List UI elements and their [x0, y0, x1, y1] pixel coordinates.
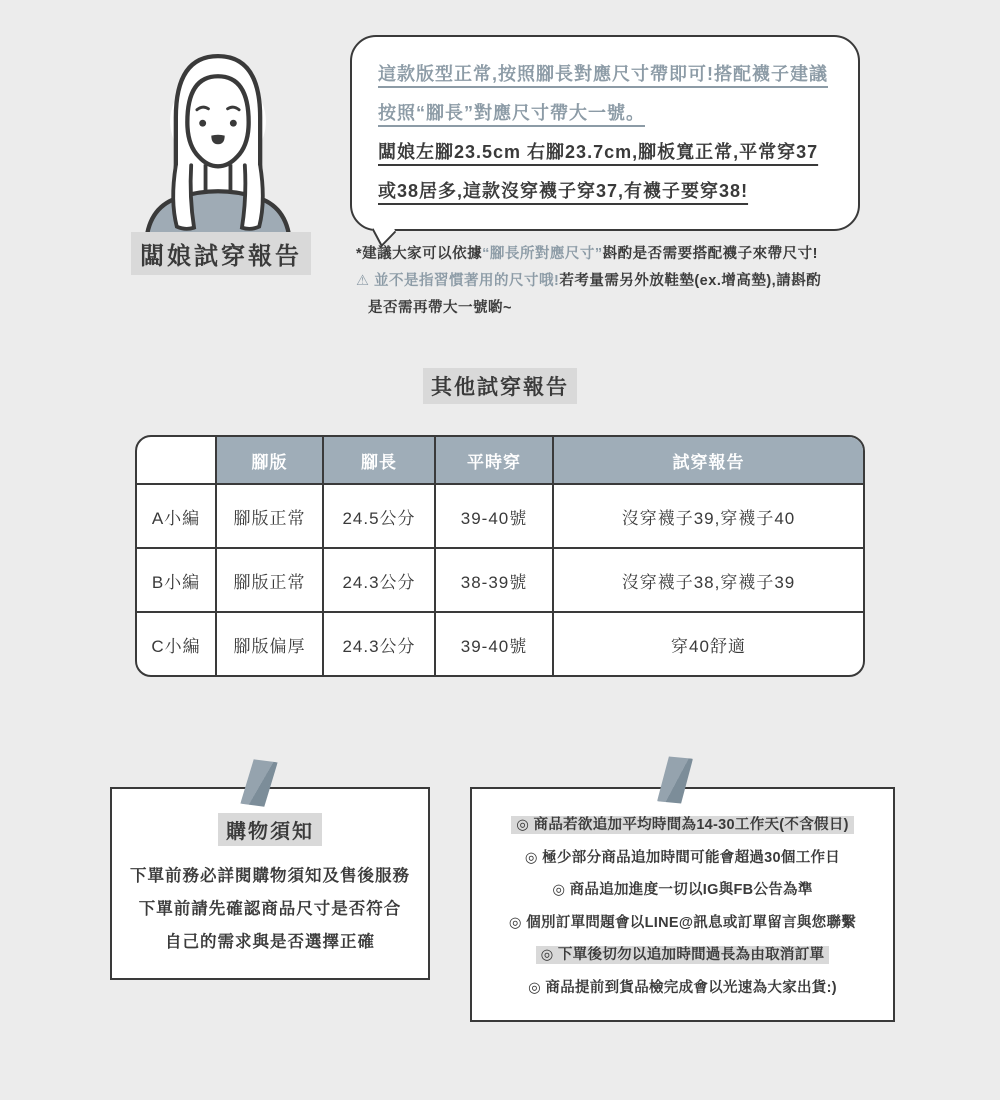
bubble-line-2: 按照“腳長”對應尺寸帶大一號。: [378, 103, 645, 123]
cell-tryon-report: 沒穿襪子39,穿襪子40: [552, 483, 863, 547]
cell-tryon-report: 穿40舒適: [552, 611, 863, 675]
col-header-foot-length: 腳長: [322, 437, 434, 483]
cell-foot-shape: 腳版偏厚: [215, 611, 322, 675]
order-note-line-6: ◎ 商品提前到貨品檢完成會以光速為大家出貨:): [528, 979, 837, 996]
other-reports-heading: 其他試穿報告: [423, 368, 577, 404]
table-corner-cell: [137, 437, 215, 483]
sizing-notes: [356, 241, 886, 322]
order-note-line-5: ◎ 下單後切勿以追加時間過長為由取消訂單: [472, 939, 893, 972]
shopping-notice-title: 購物須知: [218, 813, 322, 846]
cell-foot-length: 24.5公分: [322, 483, 434, 547]
cell-editor: B小編: [137, 547, 215, 611]
cell-foot-length: 24.3公分: [322, 547, 434, 611]
order-note-line-3: ◎ 商品追加進度一切以IG與FB公告為準: [552, 882, 813, 898]
note-line-1: [356, 241, 886, 268]
cell-usual-size: 38-39號: [434, 547, 552, 611]
avatar-illustration-svg: [136, 36, 300, 242]
shopping-notice-box: [110, 787, 430, 980]
cell-foot-shape: 腳版正常: [215, 483, 322, 547]
cell-foot-length: 24.3公分: [322, 611, 434, 675]
note-line1-suffix: 斟酌是否需要搭配襪子來帶尺寸!: [602, 246, 818, 262]
shopping-notice-lines: [112, 860, 428, 959]
order-note-line-4: ◎ 個別訂單問題會以LINE@訊息或訂單留言與您聯繫: [508, 914, 857, 931]
cell-usual-size: 39-40號: [434, 611, 552, 675]
table-row-b: [137, 547, 863, 611]
order-notes-box: [470, 787, 895, 1022]
note-line-3: 是否需再帶大一號喲~: [368, 300, 512, 316]
bubble-line-1: 這款版型正常,按照腳長對應尺寸帶即可!搭配襪子建議: [378, 64, 828, 84]
shopping-notice-line-3: 自己的需求與是否選擇正確: [165, 933, 375, 951]
shopping-notice-line-1: 下單前務必詳閱購物須知及售後服務: [130, 867, 410, 885]
cell-foot-shape: 腳版正常: [215, 547, 322, 611]
table-row-a: [137, 483, 863, 547]
table-row-c: [137, 611, 863, 675]
order-note-line-2: ◎ 極少部分商品追加時間可能會超過30個工作日: [524, 849, 841, 866]
order-notes-lines: [472, 809, 893, 1004]
col-header-foot-shape: 腳版: [215, 437, 322, 483]
order-note-line-1: ◎ 商品若欲追加平均時間為14-30工作天(不含假日): [472, 809, 893, 842]
cell-editor: C小編: [137, 611, 215, 675]
shop-owner-avatar: [136, 36, 300, 242]
col-header-tryon-report: 試穿報告: [552, 437, 863, 483]
bubble-line-3: 闆娘左腳23.5cm 右腳23.7cm,腳板寬正常,平常穿37: [378, 142, 819, 162]
note-line1-prefix: *建議大家可以依據: [356, 246, 483, 262]
note-line2-warning: ⚠ 並不是指習慣著用的尺寸哦!: [356, 273, 560, 289]
tryon-speech-bubble: [350, 35, 860, 231]
bubble-line-4: 或38居多,這款沒穿襪子穿37,有襪子要穿38!: [378, 181, 749, 201]
cell-usual-size: 39-40號: [434, 483, 552, 547]
note-line-2: [356, 268, 886, 295]
tryon-report-label: 闆娘試穿報告: [131, 232, 311, 275]
note-line1-quote: “腳長所對應尺寸”: [482, 246, 603, 262]
shopping-notice-line-2: 下單前請先確認商品尺寸是否符合: [138, 900, 402, 918]
note-line2-rest: 若考量需另外放鞋墊(ex.增高墊),請斟酌: [559, 273, 822, 289]
col-header-usual-size: 平時穿: [434, 437, 552, 483]
cell-editor: A小編: [137, 483, 215, 547]
cell-tryon-report: 沒穿襪子38,穿襪子39: [552, 547, 863, 611]
table-header-row: [137, 437, 863, 483]
other-reports-table: [135, 435, 865, 677]
